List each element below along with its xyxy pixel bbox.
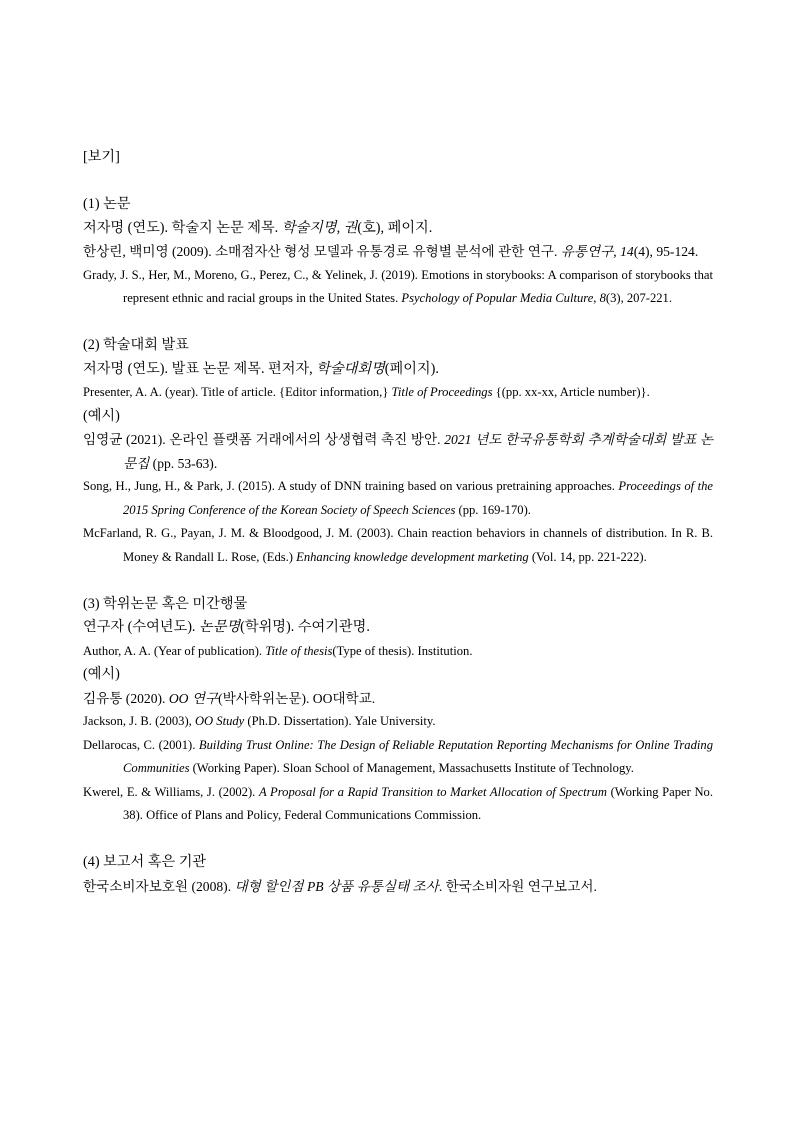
- reference-entry: Jackson, J. B. (2003), OO Study (Ph.D. Dissertation). Yale University.: [83, 714, 436, 728]
- section-title-thesis: (3) 학위논문 혹은 미간행물: [83, 595, 248, 612]
- document-heading: [보기]: [83, 149, 120, 165]
- reference-entry: McFarland, R. G., Payan, J. M. & Bloodgood, J. M. (2003). Chain reaction behaviors in channels of distribution. In R. B. Money & Randall L. Rose, (Eds.) Enhancing knowledge development marketing (Vol. 14, pp. 221-222).: [83, 526, 713, 564]
- document-body: [83, 146, 713, 898]
- section-title-journal: (1) 논문: [83, 196, 131, 212]
- format-line-conference: 저자명 (연도). 발표 논문 제목. 편저자, 학술대회명(페이지).: [83, 360, 439, 377]
- format-line-journal: 저자명 (연도). 학술지 논문 제목. 학술지명, 권(호), 페이지.: [83, 219, 433, 236]
- spacer: [83, 569, 713, 593]
- reference-entry: Dellarocas, C. (2001). Building Trust Online: The Design of Reliable Reputation Reporting Mechanisms for Online Trading Communities (Working Paper). Sloan School of Management, Massachusetts Institute of Technology.: [83, 737, 713, 775]
- spacer: [83, 311, 713, 335]
- reference-entry: 한상린, 백미영 (2009). 소매점자산 형성 모델과 유통경로 유형별 분석에 관한 연구. 유통연구, 14(4), 95-124.: [83, 244, 699, 259]
- section-title-conference: (2) 학술대회 발표: [83, 337, 189, 353]
- format-line-thesis: 연구자 (수여년도). 논문명(학위명). 수여기관명.: [83, 619, 370, 635]
- reference-entry: Grady, J. S., Her, M., Moreno, G., Perez, C., & Yelinek, J. (2019). Emotions in storybooks: A comparison of storybooks that represent ethnic and racial groups in the United States. Psychology of Popular Media Culture, 8(3), 207-221.: [83, 267, 713, 305]
- spacer: [83, 170, 713, 194]
- reference-entry: 임영균 (2021). 온라인 플랫폼 거래에서의 상생협력 촉진 방안. 2021 년도 한국유통학회 추계학술대회 발표 논문집 (pp. 53-63).: [83, 432, 713, 471]
- reference-entry: Kwerel, E. & Williams, J. (2002). A Proposal for a Rapid Transition to Market Allocation of Spectrum (Working Paper No. 38). Office of Plans and Policy, Federal Communications Commission.: [83, 784, 713, 822]
- format-line-thesis-en: Author, A. A. (Year of publication). Title of thesis(Type of thesis). Institution.: [83, 643, 473, 658]
- example-label: (예시): [83, 407, 120, 424]
- reference-entry: 김유통 (2020). OO 연구(박사학위논문). OO대학교.: [83, 690, 376, 706]
- section-title-report: (4) 보고서 혹은 기관: [83, 854, 207, 870]
- format-line-conference-en: Presenter, A. A. (year). Title of article. {Editor information,} Title of Proceedings {(pp. xx-xx, Article number)}.: [83, 385, 650, 399]
- reference-entry: Song, H., Jung, H., & Park, J. (2015). A study of DNN training based on various pretraining approaches. Proceedings of the 2015 Spring Conference of the Korean Society of Speech Sciences (pp. 169-170).: [83, 479, 713, 517]
- example-label: (예시): [83, 666, 120, 682]
- reference-entry: 한국소비자보호원 (2008). 대형 할인점 PB 상품 유통실태 조사. 한국소비자원 연구보고서.: [83, 878, 597, 894]
- spacer: [83, 828, 713, 852]
